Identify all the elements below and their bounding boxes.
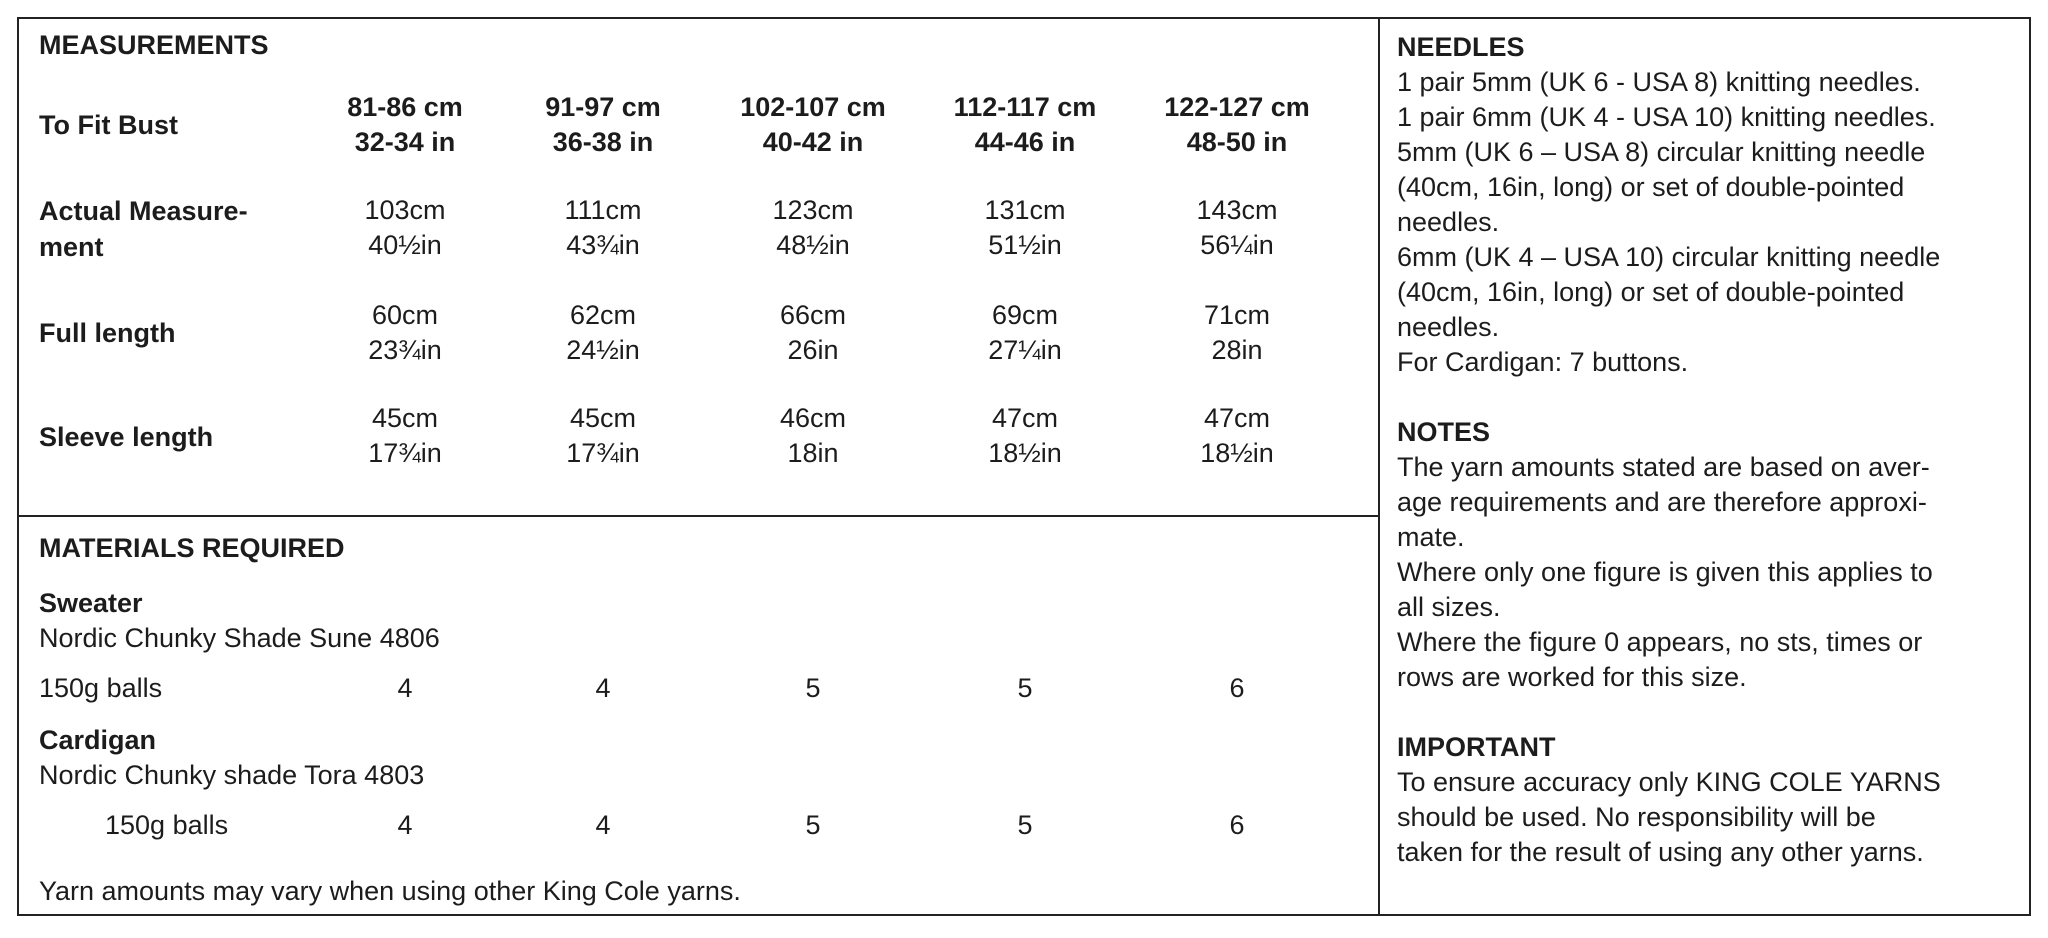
value-in: 56¼in (1200, 230, 1274, 260)
row-label-line: ment (39, 232, 104, 262)
sweater-balls-label: 150g balls (39, 673, 163, 703)
cardigan-title: Cardigan (39, 725, 157, 755)
value-in: 36-38 in (552, 127, 654, 157)
value-cm: 69cm (991, 300, 1059, 330)
value-cm: 45cm (569, 403, 637, 433)
sweater-balls-4: 5 (1017, 673, 1033, 703)
row-label-line: Actual Measure- (39, 196, 248, 226)
sleeve-length-2 (493, 401, 713, 471)
value-cm: 71cm (1203, 300, 1271, 330)
cardigan-balls-3: 5 (805, 810, 821, 840)
full-length-2 (493, 298, 713, 368)
full-length-5 (1127, 298, 1347, 368)
notes-line: all sizes. (1397, 592, 1501, 622)
value-cm: 143cm (1196, 195, 1278, 225)
sweater-title: Sweater (39, 588, 143, 618)
actual-measurement-3 (703, 193, 923, 263)
bust-size-2 (493, 90, 713, 160)
value-cm: 60cm (371, 300, 439, 330)
needles-line: (40cm, 16in, long) or set of double-pointed (1397, 277, 1905, 307)
value-in: 17¾in (566, 438, 640, 468)
value-cm: 102-107 cm (740, 92, 886, 122)
value-cm: 112-117 cm (953, 92, 1097, 122)
important-line: taken for the result of using any other yarns. (1397, 837, 1924, 867)
notes-heading: NOTES (1397, 417, 1491, 447)
needles-section (1397, 30, 2017, 380)
full-length-4 (915, 298, 1135, 368)
cardigan-balls-2: 4 (595, 810, 611, 840)
full-length-1 (295, 298, 515, 368)
cardigan-balls-1: 4 (397, 810, 413, 840)
important-line: To ensure accuracy only KING COLE YARNS (1397, 767, 1941, 797)
notes-line: The yarn amounts stated are based on aver- (1397, 452, 1930, 482)
value-in: 27¼in (988, 335, 1062, 365)
needles-line: 5mm (UK 6 – USA 8) circular knitting needle (1397, 137, 1926, 167)
needles-line: 6mm (UK 4 – USA 10) circular knitting needle (1397, 242, 1941, 272)
bust-size-3 (703, 90, 923, 160)
section-divider (17, 515, 1380, 517)
cardigan-balls-5: 6 (1229, 810, 1245, 840)
row-label-sleeve-length: Sleeve length (39, 422, 214, 452)
value-cm: 47cm (1203, 403, 1271, 433)
sweater-balls-3: 5 (805, 673, 821, 703)
value-in: 44-46 in (974, 127, 1076, 157)
value-in: 18½in (1200, 438, 1274, 468)
value-in: 51½in (988, 230, 1062, 260)
actual-measurement-1 (295, 193, 515, 263)
notes-line: rows are worked for this size. (1397, 662, 1747, 692)
value-cm: 47cm (991, 403, 1059, 433)
yarn-footnote: Yarn amounts may vary when using other King Cole yarns. (39, 876, 741, 906)
value-cm: 91-97 cm (545, 92, 661, 122)
notes-line: Where only one figure is given this applies to (1397, 557, 1933, 587)
value-cm: 123cm (772, 195, 854, 225)
column-divider (1378, 17, 1380, 916)
sweater-balls-1: 4 (397, 673, 413, 703)
bust-size-4 (915, 90, 1135, 160)
needles-line: 1 pair 5mm (UK 6 - USA 8) knitting needles. (1397, 67, 1921, 97)
value-cm: 66cm (779, 300, 847, 330)
value-cm: 46cm (779, 403, 847, 433)
value-in: 26in (787, 335, 839, 365)
sleeve-length-1 (295, 401, 515, 471)
value-in: 18½in (988, 438, 1062, 468)
value-in: 23¾in (368, 335, 442, 365)
value-cm: 103cm (364, 195, 446, 225)
value-in: 48½in (776, 230, 850, 260)
cardigan-yarn: Nordic Chunky shade Tora 4803 (39, 760, 425, 790)
notes-line: Where the figure 0 appears, no sts, times or (1397, 627, 1923, 657)
notes-line: mate. (1397, 522, 1465, 552)
value-in: 43¾in (566, 230, 640, 260)
row-label-to-fit-bust: To Fit Bust (39, 110, 178, 140)
actual-measurement-2 (493, 193, 713, 263)
sweater-yarn: Nordic Chunky Shade Sune 4806 (39, 623, 440, 653)
value-in: 48-50 in (1186, 127, 1288, 157)
important-section (1397, 730, 2017, 870)
sleeve-length-4 (915, 401, 1135, 471)
sleeve-length-3 (703, 401, 923, 471)
value-cm: 122-127 cm (1164, 92, 1310, 122)
bust-size-1 (295, 90, 515, 160)
row-label-actual-measurement (39, 193, 248, 265)
row-label-full-length: Full length (39, 318, 176, 348)
value-in: 28in (1211, 335, 1263, 365)
value-cm: 131cm (984, 195, 1066, 225)
value-cm: 111cm (564, 195, 642, 225)
value-in: 18in (787, 438, 839, 468)
notes-section (1397, 415, 2017, 695)
bust-size-5 (1127, 90, 1347, 160)
cardigan-balls-4: 5 (1017, 810, 1033, 840)
value-cm: 62cm (569, 300, 637, 330)
sleeve-length-5 (1127, 401, 1347, 471)
value-cm: 81-86 cm (347, 92, 463, 122)
value-in: 40½in (368, 230, 442, 260)
value-in: 17¾in (368, 438, 442, 468)
needles-line: For Cardigan: 7 buttons. (1397, 347, 1689, 377)
important-heading: IMPORTANT (1397, 732, 1556, 762)
materials-heading: MATERIALS REQUIRED (39, 533, 345, 563)
important-line: should be used. No responsibility will be (1397, 802, 1876, 832)
actual-measurement-4 (915, 193, 1135, 263)
cardigan-balls-label: 150g balls (105, 810, 229, 840)
value-in: 32-34 in (354, 127, 456, 157)
full-length-3 (703, 298, 923, 368)
value-in: 24½in (566, 335, 640, 365)
needles-line: 1 pair 6mm (UK 4 - USA 10) knitting needles. (1397, 102, 1936, 132)
sweater-balls-5: 6 (1229, 673, 1245, 703)
actual-measurement-5 (1127, 193, 1347, 263)
measurements-heading: MEASUREMENTS (39, 30, 269, 60)
notes-line: age requirements and are therefore approxi- (1397, 487, 1927, 517)
needles-line: needles. (1397, 207, 1500, 237)
needles-line: (40cm, 16in, long) or set of double-pointed (1397, 172, 1905, 202)
value-in: 40-42 in (762, 127, 864, 157)
needles-heading: NEEDLES (1397, 32, 1525, 62)
value-cm: 45cm (371, 403, 439, 433)
sweater-balls-2: 4 (595, 673, 611, 703)
needles-line: needles. (1397, 312, 1500, 342)
